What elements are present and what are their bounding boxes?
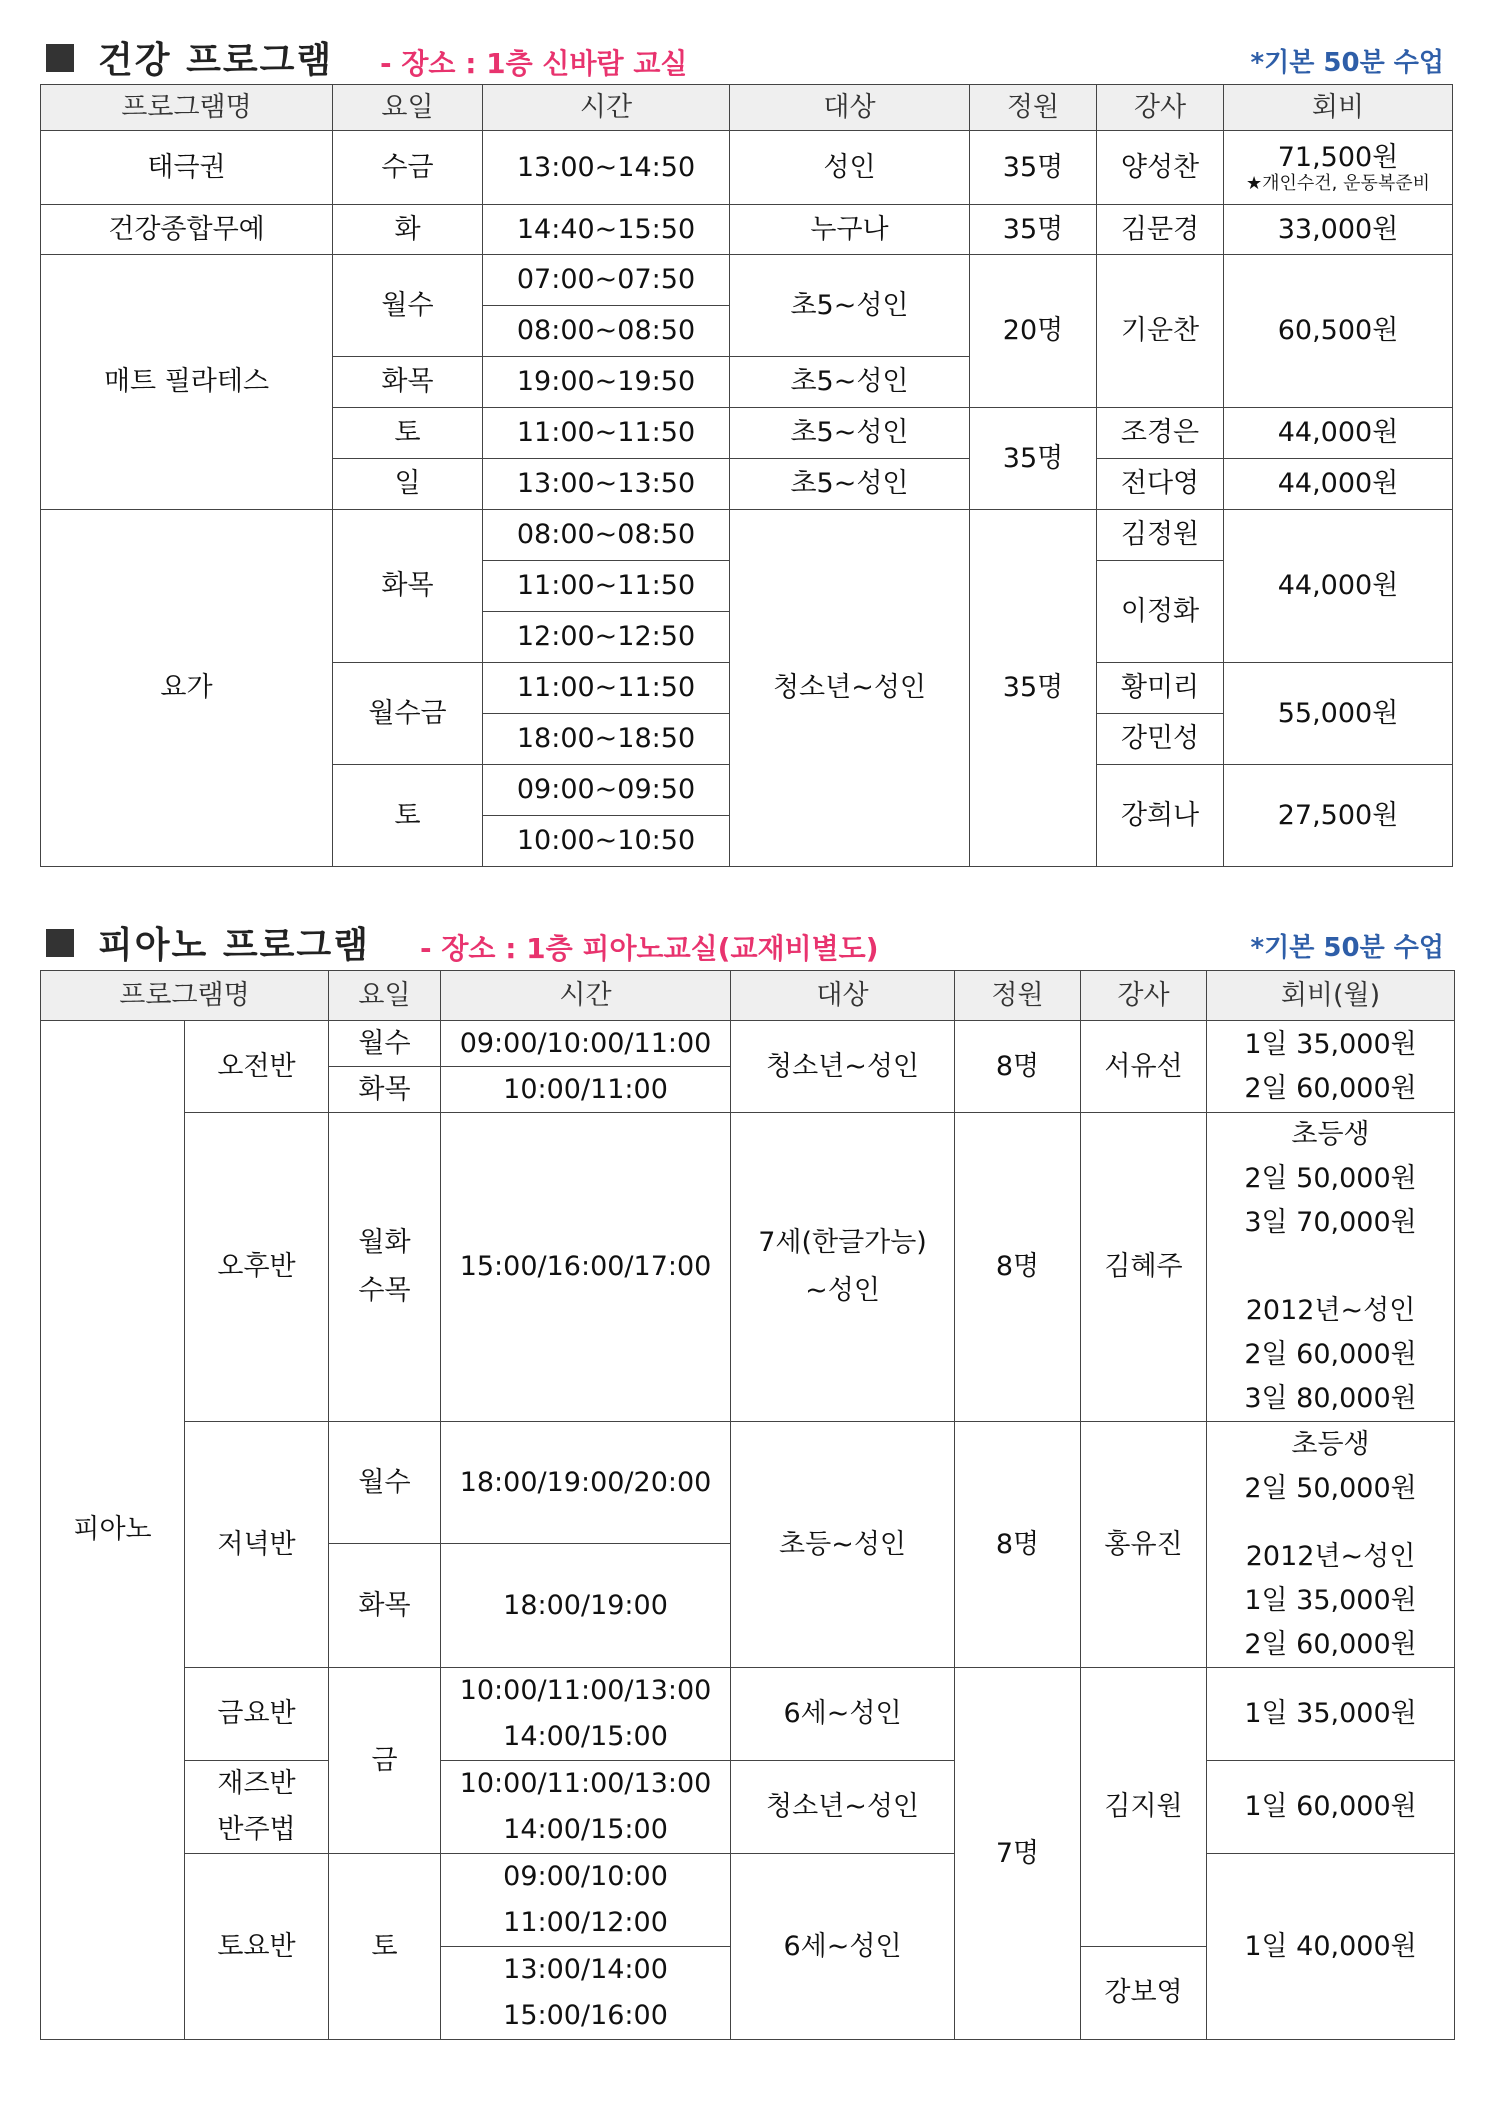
piano-table [40,970,1455,2040]
teacher-cell: 김문경 [1097,205,1224,255]
day-cell: 수금 [333,131,483,205]
time-line: 10:00/11:00/13:00 [459,1675,712,1706]
capacity-cell: 35명 [970,131,1097,205]
header-teacher: 강사 [1097,85,1224,131]
time-cell: 07:00~07:50 [483,255,730,306]
day-cell: 월수 [329,1021,441,1067]
target-cell [731,1113,955,1422]
header-capacity: 정원 [970,85,1097,131]
fee-heading: 초등생 [1291,1428,1370,1460]
target-line: 7세(한글가능) [758,1227,927,1258]
fee-cell: 60,500원 [1224,255,1453,408]
teacher-cell: 이정화 [1097,561,1224,663]
time-cell: 12:00~12:50 [483,612,730,663]
time-line: 14:00/15:00 [503,1814,668,1845]
fee-line: 1일 35,000원 [1244,1028,1417,1060]
piano-place: - 장소 : 1층 피아노교실(교재비별도) [420,932,879,965]
time-line: 14:00/15:00 [503,1721,668,1752]
class-line: 반주법 [217,1814,296,1845]
day-cell: 토 [329,1854,441,2040]
health-section-header [40,30,1452,80]
day-cell [329,1113,441,1422]
fee-spacer [1207,1245,1454,1289]
fee-line: 2일 50,000원 [1244,1472,1417,1504]
time-cell: 09:00~09:50 [483,765,730,816]
time-line: 15:00/16:00 [503,2000,668,2031]
target-cell: 성인 [730,131,970,205]
day-cell: 금 [329,1668,441,1854]
day-cell: 화목 [329,1544,441,1668]
target-cell: 청소년~성인 [731,1021,955,1113]
time-line: 11:00/12:00 [503,1907,668,1938]
time-cell [441,1668,731,1761]
health-table [40,84,1453,867]
time-cell: 18:00~18:50 [483,714,730,765]
fee-heading: 2012년~성인 [1245,1295,1416,1326]
table-row [41,131,1453,205]
table-row [41,1113,1455,1422]
class-line: 재즈반 [217,1768,296,1799]
header-fee: 회비 [1224,85,1453,131]
time-line: 09:00/10:00 [503,1861,668,1892]
time-cell: 11:00~11:50 [483,663,730,714]
time-cell [441,1761,731,1854]
day-cell: 토 [333,408,483,459]
fee-cell [1207,1021,1455,1113]
fee-line: 3일 70,000원 [1244,1207,1417,1238]
teacher-cell: 서유선 [1081,1021,1207,1113]
capacity-cell: 8명 [955,1422,1081,1668]
time-cell [441,1947,731,2040]
time-cell: 08:00~08:50 [483,306,730,357]
time-cell: 15:00/16:00/17:00 [441,1113,731,1422]
day-cell: 화 [333,205,483,255]
day-line: 월화 [358,1227,411,1258]
target-cell: 초5~성인 [730,357,970,408]
target-cell: 청소년~성인 [731,1761,955,1854]
fee-cell: 1일 35,000원 [1207,1668,1455,1761]
header-target: 대상 [731,971,955,1021]
teacher-cell: 김지원 [1081,1668,1207,1947]
time-cell: 14:40~15:50 [483,205,730,255]
day-cell: 화목 [333,357,483,408]
fee-cell: 44,000원 [1224,510,1453,663]
program-name: 태극권 [41,131,333,205]
fee-heading: 초등생 [1291,1119,1370,1150]
header-fee: 회비(월) [1207,971,1455,1021]
fee-cell [1224,131,1453,205]
teacher-cell: 홍유진 [1081,1422,1207,1668]
target-cell: 초5~성인 [730,255,970,357]
capacity-cell: 35명 [970,205,1097,255]
table-row [41,1422,1455,1544]
header-program: 프로그램명 [41,85,333,131]
piano-title: 피아노 프로그램 [98,925,370,966]
fee-heading: 2012년~성인 [1245,1540,1416,1572]
table-row [41,1854,1455,1901]
day-cell: 토 [333,765,483,867]
fee-line: 2일 60,000원 [1244,1072,1417,1104]
teacher-cell: 양성찬 [1097,131,1224,205]
teacher-cell: 강희나 [1097,765,1224,867]
capacity-cell: 35명 [970,510,1097,867]
class-name: 오전반 [185,1021,329,1113]
square-bullet-icon [46,929,74,957]
target-cell: 청소년~성인 [730,510,970,867]
header-day: 요일 [333,85,483,131]
teacher-cell: 강민성 [1097,714,1224,765]
fee-cell: 44,000원 [1224,459,1453,510]
header-capacity: 정원 [955,971,1081,1021]
piano-section-header [40,915,1452,965]
table-row [41,1021,1455,1067]
time-line: 10:00/11:00/13:00 [459,1768,712,1799]
class-name: 저녁반 [185,1422,329,1668]
day-cell: 월수금 [333,663,483,765]
target-cell: 초5~성인 [730,408,970,459]
target-cell: 누구나 [730,205,970,255]
teacher-cell: 황미리 [1097,663,1224,714]
program-name: 건강종합무예 [41,205,333,255]
header-teacher: 강사 [1081,971,1207,1021]
teacher-cell: 김혜주 [1081,1113,1207,1422]
time-cell: 18:00/19:00/20:00 [441,1422,731,1544]
class-name [185,1761,329,1854]
fee-line: 3일 80,000원 [1244,1383,1417,1414]
table-row [41,1761,1455,1854]
day-cell: 월수 [329,1422,441,1544]
target-cell: 6세~성인 [731,1668,955,1761]
teacher-cell: 조경은 [1097,408,1224,459]
time-cell: 08:00~08:50 [483,510,730,561]
piano-note: *기본 50분 수업 [1250,933,1444,963]
fee-line: 1일 35,000원 [1244,1584,1417,1616]
time-cell: 11:00~11:50 [483,561,730,612]
class-name: 토요반 [185,1854,329,2040]
program-name: 요가 [41,510,333,867]
capacity-cell: 7명 [955,1668,1081,2040]
day-cell: 화목 [333,510,483,663]
day-cell: 일 [333,459,483,510]
fee-cell: 27,500원 [1224,765,1453,867]
capacity-cell: 8명 [955,1113,1081,1422]
fee-cell: 44,000원 [1224,408,1453,459]
time-cell [441,1854,731,1947]
fee-cell: 1일 60,000원 [1207,1761,1455,1854]
time-cell: 10:00/11:00 [441,1067,731,1113]
capacity-cell: 35명 [970,408,1097,510]
time-cell: 11:00~11:50 [483,408,730,459]
time-cell: 19:00~19:50 [483,357,730,408]
target-cell: 초5~성인 [730,459,970,510]
header-program: 프로그램명 [41,971,329,1021]
day-cell: 월수 [333,255,483,357]
fee-note: ★개인수건, 운동복준비 [1245,173,1431,195]
time-cell: 18:00/19:00 [441,1544,731,1668]
teacher-cell: 전다영 [1097,459,1224,510]
fee-spacer [1207,1511,1454,1535]
program-name: 피아노 [41,1021,185,2040]
fee-line: 2일 60,000원 [1244,1339,1417,1370]
teacher-cell: 기운찬 [1097,255,1224,408]
program-name: 매트 필라테스 [41,255,333,510]
health-note: *기본 50분 수업 [1250,48,1444,78]
day-line: 수목 [358,1275,411,1306]
teacher-cell: 강보영 [1081,1947,1207,2040]
time-cell: 13:00~14:50 [483,131,730,205]
time-cell: 10:00~10:50 [483,816,730,867]
time-line: 13:00/14:00 [503,1954,668,1985]
time-cell: 13:00~13:50 [483,459,730,510]
health-title: 건강 프로그램 [98,40,334,81]
target-cell: 6세~성인 [731,1854,955,2040]
fee-cell [1207,1113,1455,1422]
target-line: ~성인 [805,1275,880,1306]
health-place: - 장소 : 1층 신바람 교실 [380,47,688,80]
table-row [41,205,1453,255]
fee-line: 2일 60,000원 [1244,1628,1417,1660]
time-cell: 09:00/10:00/11:00 [441,1021,731,1067]
fee-value: 71,500원 [1277,141,1399,173]
day-cell: 화목 [329,1067,441,1113]
class-name: 금요반 [185,1668,329,1761]
fee-cell: 55,000원 [1224,663,1453,765]
table-row [41,510,1453,561]
fee-cell [1207,1422,1455,1668]
health-header-row [41,85,1453,131]
header-target: 대상 [730,85,970,131]
header-time: 시간 [441,971,731,1021]
header-time: 시간 [483,85,730,131]
class-name: 오후반 [185,1113,329,1422]
fee-line: 2일 50,000원 [1244,1163,1417,1194]
square-bullet-icon [46,44,74,72]
capacity-cell: 20명 [970,255,1097,408]
teacher-cell: 김정원 [1097,510,1224,561]
piano-header-row [41,971,1455,1021]
header-day: 요일 [329,971,441,1021]
fee-cell: 33,000원 [1224,205,1453,255]
fee-cell: 1일 40,000원 [1207,1854,1455,2040]
capacity-cell: 8명 [955,1021,1081,1113]
table-row [41,255,1453,306]
table-row [41,1668,1455,1761]
target-cell: 초등~성인 [731,1422,955,1668]
